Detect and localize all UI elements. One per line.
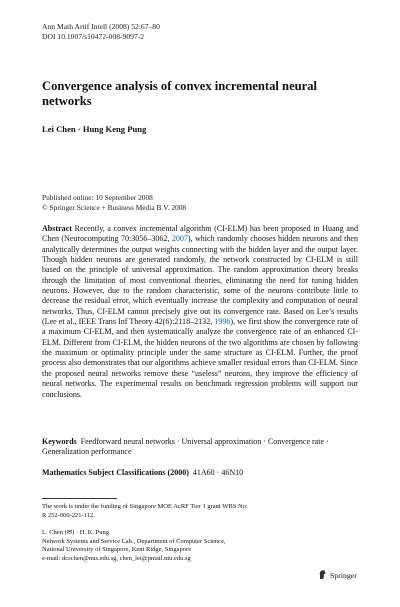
publisher-logo <box>318 569 357 582</box>
publication-info <box>42 193 186 212</box>
affiliation-university: National University of Singapore, Kent Ridge, Singapore <box>42 546 192 554</box>
keywords <box>42 437 358 458</box>
abstract-text-part-3: ), we first show the convergence rate of a maximum CI-ELM, and then systematically analyze the convergence rate of an enhanced CI-ELM. Different from CI-ELM, the hidden neurons of the two algorithms are chosen by following the maximum or optimality principle under the same structure as CI-ELM. Further, the proof process also demonstrates that our algorithms achieve smaller residual errors than CI-ELM. Since the proposed neural networks remove these “useless” neurons, they improve the efficiency of neural networks. The experimental results on benchmark regression problems will support our conclusions. <box>42 317 358 399</box>
citation-link-1996[interactable]: 1996 <box>214 317 231 327</box>
published-date: Published online: 10 September 2008 <box>42 193 153 202</box>
funding-line-2: R 252-000-221-112. <box>42 511 95 519</box>
publisher-name: Springer <box>330 571 357 580</box>
msc-label: Mathematics Subject Classifications (2000) <box>42 468 189 477</box>
keywords-label: Keywords <box>42 437 77 446</box>
springer-horse-icon <box>318 569 327 582</box>
paper-title: Convergence analysis of convex incremental neural networks <box>42 79 318 108</box>
affiliation-email: e-mail: dcschen@nus.edu.sg, chen_lei@pmail.ntu.edu.sg <box>42 554 191 562</box>
msc-text: 41A60 · 46N10 <box>192 468 244 477</box>
doi: DOI 10.1007/s10472-008-9097-2 <box>42 31 145 41</box>
abstract-label: Abstract <box>42 224 72 233</box>
footnote-divider <box>42 498 117 499</box>
citation-link-2007[interactable]: 2007 <box>171 234 188 244</box>
author-affiliation <box>42 529 342 563</box>
abstract-text-part-2: ), which randomly chooses hidden neurons and then analytically determines the output weights connecting with the hidden layer and the output layer. Though hidden neurons are generated randomly, the network constructed by CI-ELM is still based on the principle of universal approximation. The random approximation theory breaks through the limitation of most conventional theories, eliminating the need for tuning hidden neurons. However, due to the random characteristic, some of the neurons contribute little to decrease the residual error, which eventually increase the complexity and computation of neural networks. Thus, CI-ELM cannot precisely give out its convergence rate. Based on Lee’s results (Lee et al., IEEE Trans Inf Theory 42(6):2118–2132, <box>42 234 359 327</box>
subject-classifications <box>42 468 243 477</box>
journal-header <box>42 22 160 41</box>
affiliation-lab: Network Systems and Service Lab., Department of Computer Science, <box>42 537 226 545</box>
abstract-text-part-1: Recently, a convex incremental algorithm (CI-ELM) has been proposed in Huang and Chen (Neurocomputing 70:3056–3062, <box>42 224 358 244</box>
funding-line-1: The work is under the funding of Singapore MOE AcRF Tier 1 grant WBS No: <box>42 503 248 510</box>
copyright: © Springer Science + Business Media B.V. 2008 <box>42 202 187 212</box>
abstract <box>42 224 358 400</box>
affiliation-authors: L. Chen (✉) · H. K. Pung <box>42 529 110 536</box>
funding-note <box>42 503 342 520</box>
journal-citation: Ann Math Artif Intell (2008) 52:67–80 <box>42 22 160 31</box>
keywords-text: Feedforward neural networks · Universal approximation · Convergence rate · Generalization performance <box>42 437 329 457</box>
authors: Lei Chen · Hung Keng Pung <box>42 124 147 134</box>
